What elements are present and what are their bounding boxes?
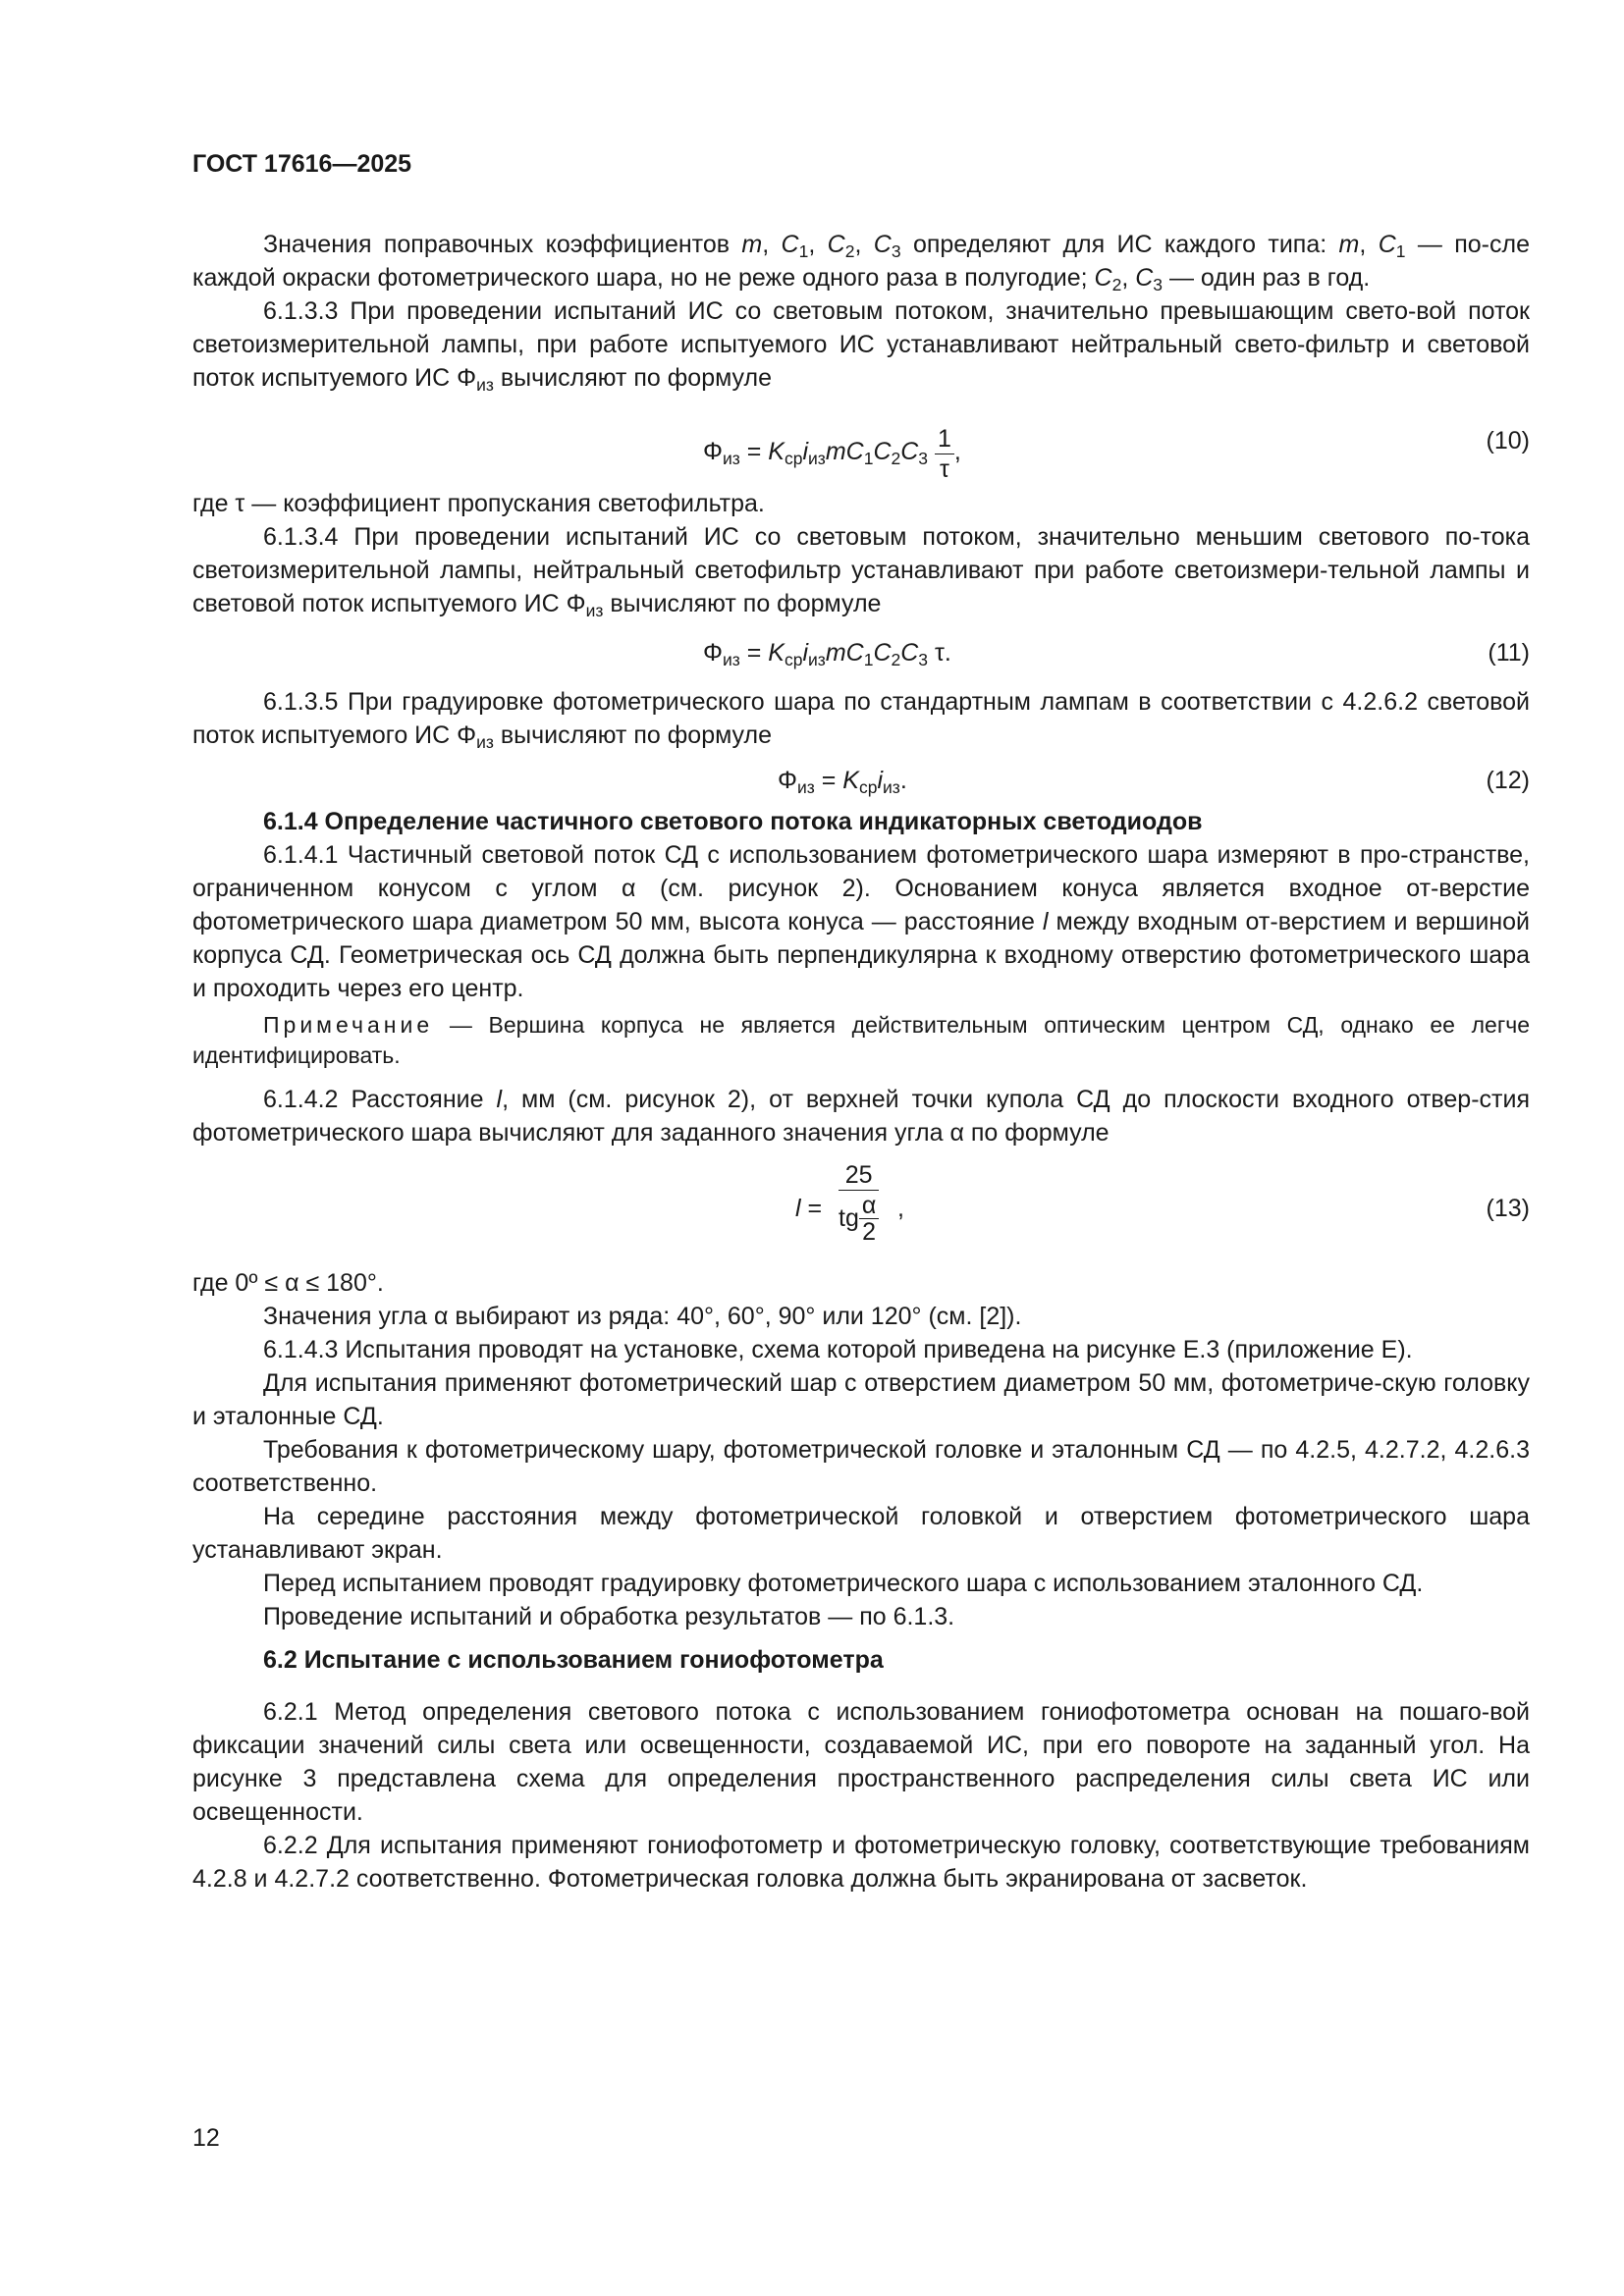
paragraph-6-1-4-3: 6.1.4.3 Испытания проводят на установке, схема которой приведена на рисунке Е.3 (приложение Е). (263, 1336, 1413, 1363)
paragraph-6-1-3-4: 6.1.3.4 При проведении испытаний ИС со световым потоком, значительно меньшим светового по-тока светоизмерительной лампы, нейтральный светофильтр устанавливают при работе светоизмери-тельной лампы и световой поток испытуемого ИС $\Phi_{из}$ вычисляют по формуле (192, 523, 1530, 620)
formula-13: l = 25 tg $\frac{\alpha}{2}$ , (13) (795, 1161, 1530, 1246)
text-block-2 (192, 487, 1530, 620)
formula-13-fraction: 25 tg $\frac{\alpha}{2}$ (839, 1160, 879, 1245)
page-number: 12 (192, 2124, 220, 2152)
paragraph-6-1-3-3: 6.1.3.3 При проведении испытаний ИС со световым потоком, значительно превышающим свето-вой поток светоизмерительной лампы, при работе испытуемого ИС устанавливают нейтральный свето-фильтр и световой поток испытуемого ИС $\Phi_{из}$ вычисляют по формуле (192, 297, 1530, 395)
note-block (192, 1010, 1530, 1071)
paragraph-6-2-2: 6.2.2 Для испытания применяют гониофотометр и фотометрическую головку, соответствующие требованиям 4.2.8 и 4.2.7.2 соответственно. Фотометрическая головка должна быть экранирована от засветок. (192, 1832, 1530, 1893)
text-block-5 (192, 1083, 1530, 1149)
text-block-4 (192, 805, 1530, 1005)
formula-number: (10) (1486, 427, 1530, 454)
note-text: — Вершина корпуса не является действительным оптическим центром СД, однако ее легче идентифицировать. (192, 1012, 1530, 1068)
text-block-7 (192, 1643, 1530, 1677)
paragraph-alpha-values: Значения угла α выбирают из ряда: 40°, 60°, 90° или 120° (см. [2]). (263, 1303, 1022, 1330)
formula-11: $\Phi_{из} = K_{ср}i_{из}mC_1C_2C_3$ τ. (11) (192, 636, 1530, 669)
paragraph-alpha-range: где 0º ≤ α ≤ 180°. (192, 1269, 384, 1297)
paragraph-6-1-4-2: 6.1.4.2 Расстояние l, мм (см. рисунок 2), от верхней точки купола СД до плоскости входного отвер-стия фотометрического шара вычисляют для заданного значения угла α по формуле (192, 1086, 1530, 1147)
paragraph-calibration: Перед испытанием проводят градуировку фотометрического шара с использованием эталонного СД. (263, 1570, 1424, 1597)
section-heading-6-2: 6.2 Испытание с использованием гониофотометра (263, 1646, 884, 1674)
paragraph-6-1-3-5: 6.1.3.5 При градуировке фотометрического шара по стандартным лампам в соответствии с 4.2.6.2 световой поток испытуемого ИС $\Phi_{из}$ вычисляют по формуле (192, 688, 1530, 752)
text-block-1 (192, 228, 1530, 395)
text-block-8 (192, 1695, 1530, 1896)
paragraph-screen: На середине расстояния между фотометрической головкой и отверстием фотометрического шара устанавливают экран. (192, 1503, 1530, 1564)
formula-number: (12) (1486, 767, 1530, 794)
page-header-doc-id: ГОСТ 17616—2025 (192, 150, 412, 178)
formula-10: $\Phi_{из} = K_{ср}i_{из}mC_1C_2C_3$ $\frac{1}{\tau}$ , (10) (703, 425, 1530, 483)
formula-number: (13) (1486, 1195, 1530, 1222)
paragraph-sphere-equipment: Для испытания применяют фотометрический шар с отверстием диаметром 50 мм, фотометриче-скую головку и эталонные СД. (192, 1369, 1530, 1430)
formula-number: (11) (1488, 639, 1530, 667)
text-block-6 (192, 1266, 1530, 1633)
section-heading-6-1-4: 6.1.4 Определение частичного светового потока индикаторных светодиодов (263, 808, 1203, 835)
paragraph-6-1-4-1: 6.1.4.1 Частичный световой поток СД с использованием фотометрического шара измеряют в про-странстве, ограниченном конусом с углом α (см. рисунок 2). Основанием конуса является входное от-верстие фотометрического шара диаметром 50 мм, высота конуса — расстояние l между входным от-верстием и вершиной корпуса СД. Геометрическая ось СД должна быть перпендикулярна к входному отверстию фотометрического шара и проходить через его центр. (192, 841, 1531, 1002)
text-block-3 (192, 685, 1530, 752)
paragraph-procedure: Проведение испытаний и обработка результатов — по 6.1.3. (263, 1603, 955, 1630)
note-label: Примечание (263, 1012, 434, 1038)
paragraph-6-2-1: 6.2.1 Метод определения светового потока с использованием гониофотометра основан на пошаго-вой фиксации значений силы света или освещенности, создаваемой ИС, при его повороте на заданный угол. На рисунке 3 представлена схема для определения пространственного распределения силы света ИС или освещенности. (192, 1698, 1530, 1826)
formula-12: $\Phi_{из} = K_{ср}i_{из}$. (12) (192, 764, 1530, 797)
paragraph-tau-definition: где τ — коэффициент пропускания светофильтра. (192, 490, 765, 517)
paragraph-correction-coefficients: Значения поправочных коэффициентов m, $C_1$, $C_2$, $C_3$ определяют для ИС каждого типа: m, $C_1$ — по-сле каждой окраски фотометрического шара, но не реже одного раза в полугодие; $C_2$, $C_3$ — один раз в год. (192, 231, 1530, 294)
paragraph-requirements: Требования к фотометрическому шару, фотометрической головке и эталонным СД — по 4.2.5, 4.2.7.2, 4.2.6.3 соответственно. (192, 1436, 1530, 1497)
